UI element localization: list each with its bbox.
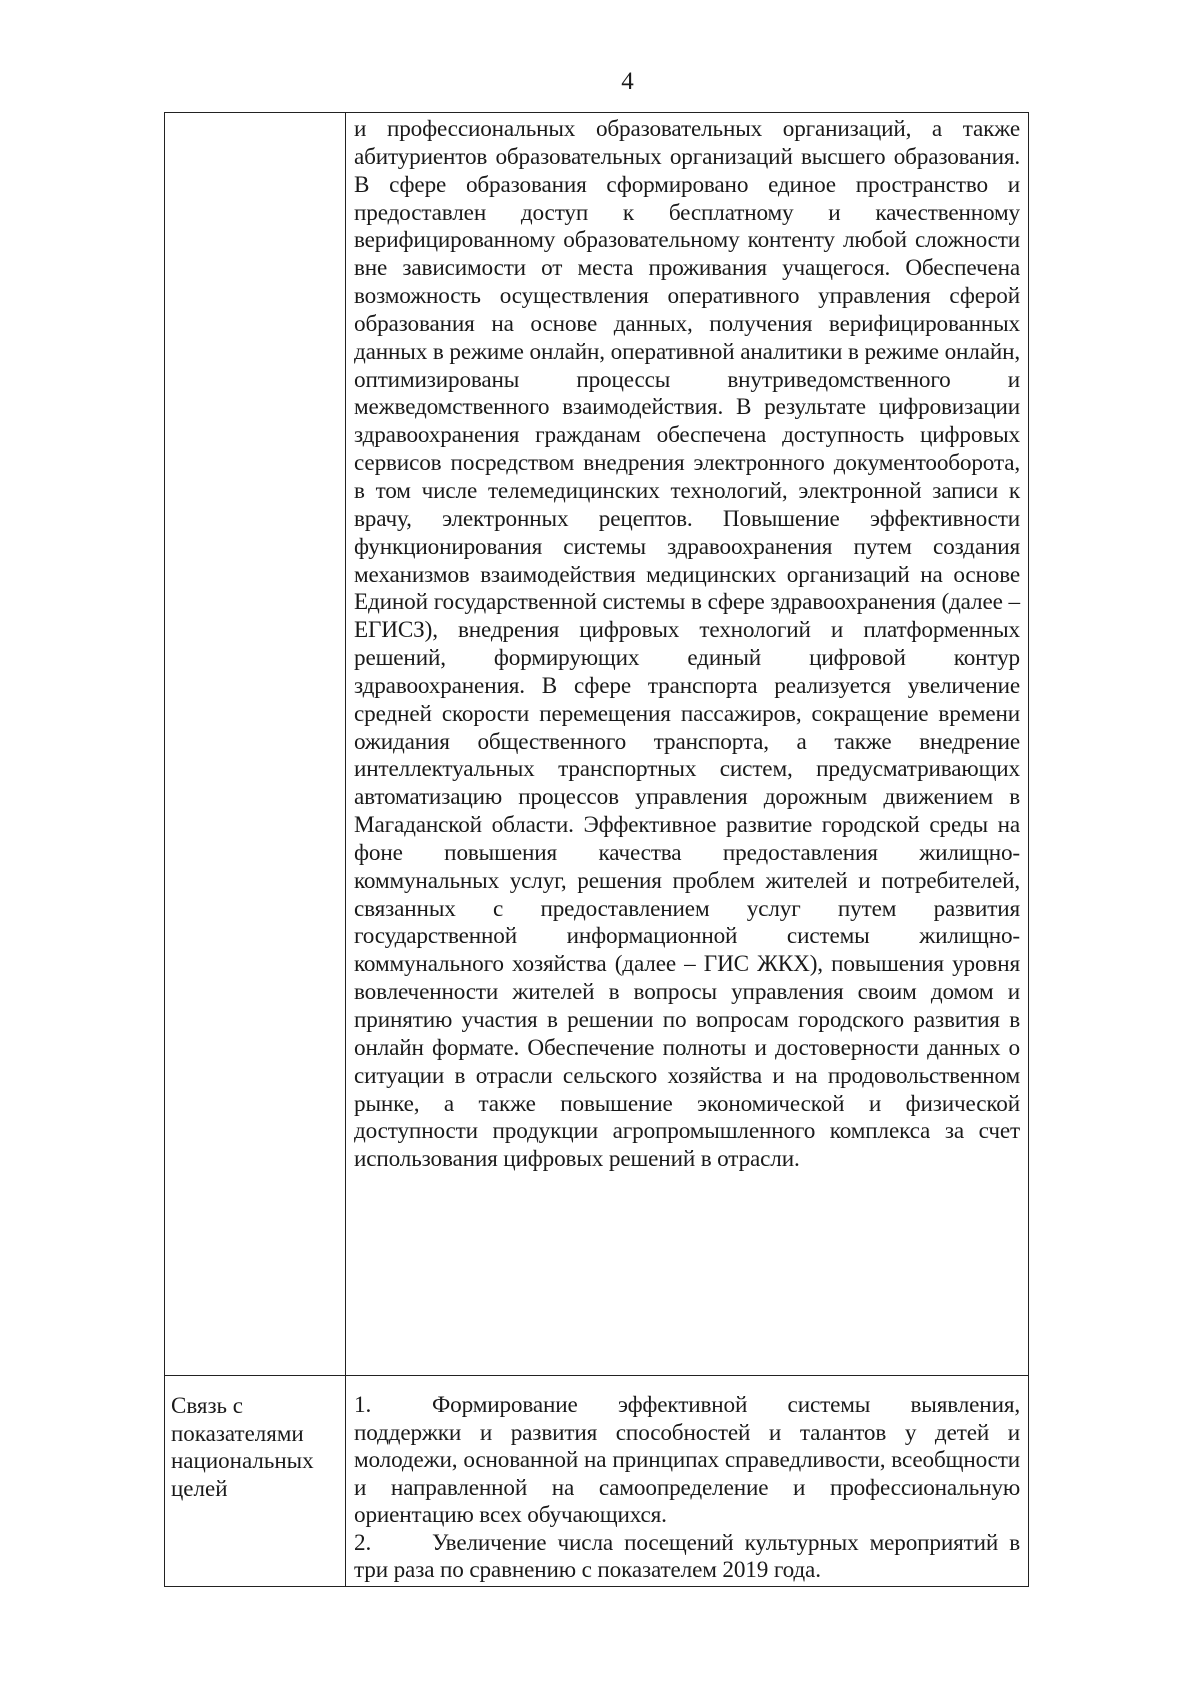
row-label-cell xyxy=(165,113,346,1376)
row-content-cell xyxy=(346,113,1029,1376)
list-item-number: 1. xyxy=(354,1392,372,1418)
row-label-cell xyxy=(165,1376,346,1587)
list-item xyxy=(354,1392,1020,1530)
document-table xyxy=(164,112,1029,1587)
goals-list xyxy=(346,1376,1028,1585)
list-item-text: Увеличение числа посещений культурных мероприятий в три раза по сравнению с показателем 2019 года. xyxy=(354,1529,1020,1583)
row-content-cell xyxy=(346,1376,1029,1587)
row-label: Связь с показателями национальных целей xyxy=(171,1393,314,1501)
list-item xyxy=(354,1530,1020,1585)
table-row xyxy=(165,113,1029,1376)
list-item-text: Формирование эффективной системы выявления, поддержки и развития способностей и талантов у детей и молодежи, основанной на принципах справедливости, всеобщности и направленной на самоопределение и профессиональную ориентацию всех обучающихся. xyxy=(354,1392,1020,1528)
row-label xyxy=(165,113,345,129)
page-number: 4 xyxy=(621,68,634,95)
table-row xyxy=(165,1376,1029,1587)
list-item-number: 2. xyxy=(354,1529,372,1556)
row-content-text: и профессиональных образовательных организаций, а также абитуриентов образовательных организаций высшего образования. В сфере образования сформировано единое пространство и предоставлен доступ к бесплатному и качественному верифицированному образовательному контенту любой сложности вне зависимости от места проживания учащегося. Обеспечена возможность осуществления оперативного управления сферой образования на основе данных, получения верифицированных данных в режиме онлайн, оперативной аналитики в режиме онлайн, оптимизированы процессы внутриведомственного и межведомственного взаимодействия. В результате цифровизации здравоохранения гражданам обеспечена доступность цифровых сервисов посредством внедрения электронного документооборота, в том числе телемедицинских технологий, электронной записи к врачу, электронных рецептов. Повышение эффективности функционирования системы здравоохранения путем создания механизмов взаимодействия медицинских организаций на основе Единой государственной системы в сфере здравоохранения (далее – ЕГИСЗ), внедрения цифровых технологий и платформенных решений, формирующих единый цифровой контур здравоохранения. В сфере транспорта реализуется увеличение средней скорости перемещения пассажиров, сокращение времени ожидания общественного транспорта, а также внедрение интеллектуальных транспортных систем, предусматривающих автоматизацию процессов управления дорожным движением в Магаданской области. Эффективное развитие городской среды на фоне повышения качества предоставления жилищно-коммунальных услуг, решения проблем жителей и потребителей, связанных с предоставлением услуг путем развития государственной информационной системы жилищно-коммунального хозяйства (далее – ГИС ЖКХ), повышения уровня вовлеченности жителей в вопросы управления своим домом и принятию участия в решении по вопросам городского развития в онлайн формате. Обеспечение полноты и достоверности данных о ситуации в отрасли сельского хозяйства и на продовольственном рынке, а также повышение экономической и физической доступности продукции агропромышленного комплекса за счет использования цифровых решений в отрасли. xyxy=(354,116,1020,1173)
